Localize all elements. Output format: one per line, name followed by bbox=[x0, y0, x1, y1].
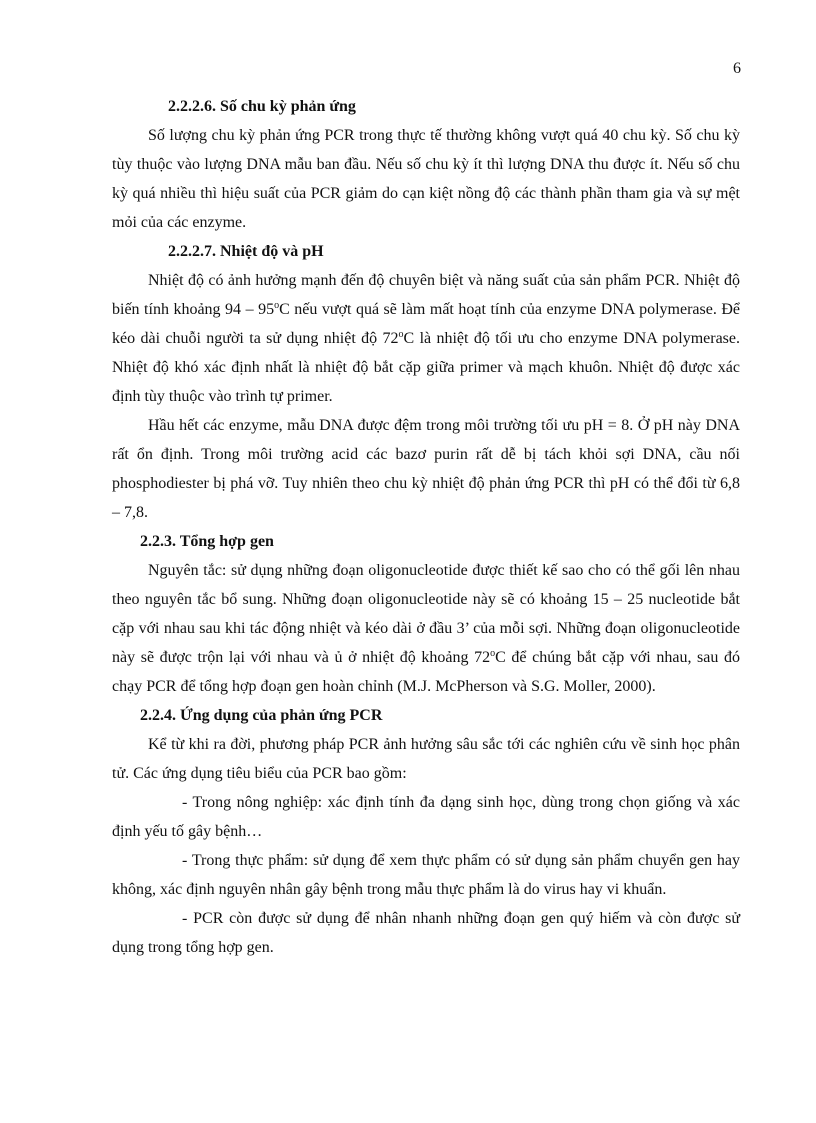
list-item-agriculture: - Trong nông nghiệp: xác định tính đa dạng sinh học, dùng trong chọn giống và xác định yếu tố gây bệnh… bbox=[112, 794, 740, 840]
paragraph-applications: Kể từ khi ra đời, phương pháp PCR ảnh hưởng sâu sắc tới các nghiên cứu về sinh học phân tử. Các ứng dụng tiêu biểu của PCR bao gồm: bbox=[112, 736, 740, 782]
section-heading-2-2-2-6: 2.2.2.6. Số chu kỳ phản ứng bbox=[168, 98, 356, 115]
degree-superscript: o bbox=[490, 648, 496, 659]
text-run: C nếu vượt quá sẽ làm mất hoạt tính của enzyme DNA polymerase. Để kéo dài chuỗi người ta sử dụng nhiệt độ 72 bbox=[112, 301, 741, 347]
section-heading-2-2-2-7: 2.2.2.7. Nhiệt độ và pH bbox=[168, 243, 324, 260]
text-run: C là nhiệt độ tối ưu cho enzyme DNA polymerase. Nhiệt độ khó xác định nhất là nhiệt độ bắt cặp giữa primer và mạch khuôn. Nhiệt độ được xác định tùy thuộc vào trình tự primer. bbox=[112, 330, 741, 405]
list-item-gene-amplification: - PCR còn được sử dụng để nhân nhanh những đoạn gen quý hiếm và còn được sử dụng trong tổng hợp gen. bbox=[112, 910, 740, 956]
section-heading-2-2-4: 2.2.4. Ứng dụng của phản ứng PCR bbox=[140, 707, 383, 724]
paragraph-gene-synthesis bbox=[112, 556, 740, 701]
text-run: Nhiệt độ có ảnh hưởng mạnh đến độ chuyên biệt và năng suất của sản phẩm PCR. Nhiệt độ biến tính khoảng 94 – 95 bbox=[112, 272, 740, 318]
paragraph-ph: Hầu hết các enzyme, mẫu DNA được đệm trong môi trường tối ưu pH = 8. Ở pH này DNA rất ổn định. Trong môi trường acid các bazơ purin rất dễ bị tách khỏi sợi DNA, cầu nối phosphodiester bị phá vỡ. Tuy nhiên theo chu kỳ nhiệt độ phản ứng PCR thì pH có thể đổi từ 6,8 – 7,8. bbox=[112, 417, 740, 521]
list-item-food: - Trong thực phẩm: sử dụng để xem thực phẩm có sử dụng sản phẩm chuyển gen hay không, xác định nguyên nhân gây bệnh trong mẫu thực phẩm là do virus hay vi khuẩn. bbox=[112, 852, 740, 898]
paragraph-temperature bbox=[112, 266, 740, 411]
page-number: 6 bbox=[733, 60, 741, 77]
text-run: C để chúng bắt cặp với nhau, sau đó chạy PCR để tổng hợp đoạn gen hoàn chỉnh (M.J. McPherson và S.G. Moller, 2000). bbox=[112, 649, 740, 695]
degree-superscript: o bbox=[398, 329, 404, 340]
section-heading-2-2-3: 2.2.3. Tổng hợp gen bbox=[140, 533, 274, 550]
paragraph-cycle-count: Số lượng chu kỳ phản ứng PCR trong thực tế thường không vượt quá 40 chu kỳ. Số chu kỳ tùy thuộc vào lượng DNA mẫu ban đầu. Nếu số chu kỳ ít thì lượng DNA thu được ít. Nếu số chu kỳ quá nhiều thì hiệu suất của PCR giảm do cạn kiệt nồng độ các thành phần tham gia và sự mệt mỏi của các enzyme. bbox=[112, 127, 740, 231]
degree-superscript: o bbox=[274, 300, 280, 311]
text-run: Nguyên tắc: sử dụng những đoạn oligonucleotide được thiết kế sao cho có thể gối lên nhau theo nguyên tắc bổ sung. Những đoạn oligonucleotide này sẽ có khoảng 15 – 25 nucleotide bắt cặp với nhau sau khi tác động nhiệt và kéo dài ở đầu 3’ của mỗi sợi. Những đoạn oligonucleotide này sẽ được trộn lại với nhau và ủ ở nhiệt độ khoảng 72 bbox=[112, 562, 740, 666]
document-body bbox=[112, 92, 740, 962]
